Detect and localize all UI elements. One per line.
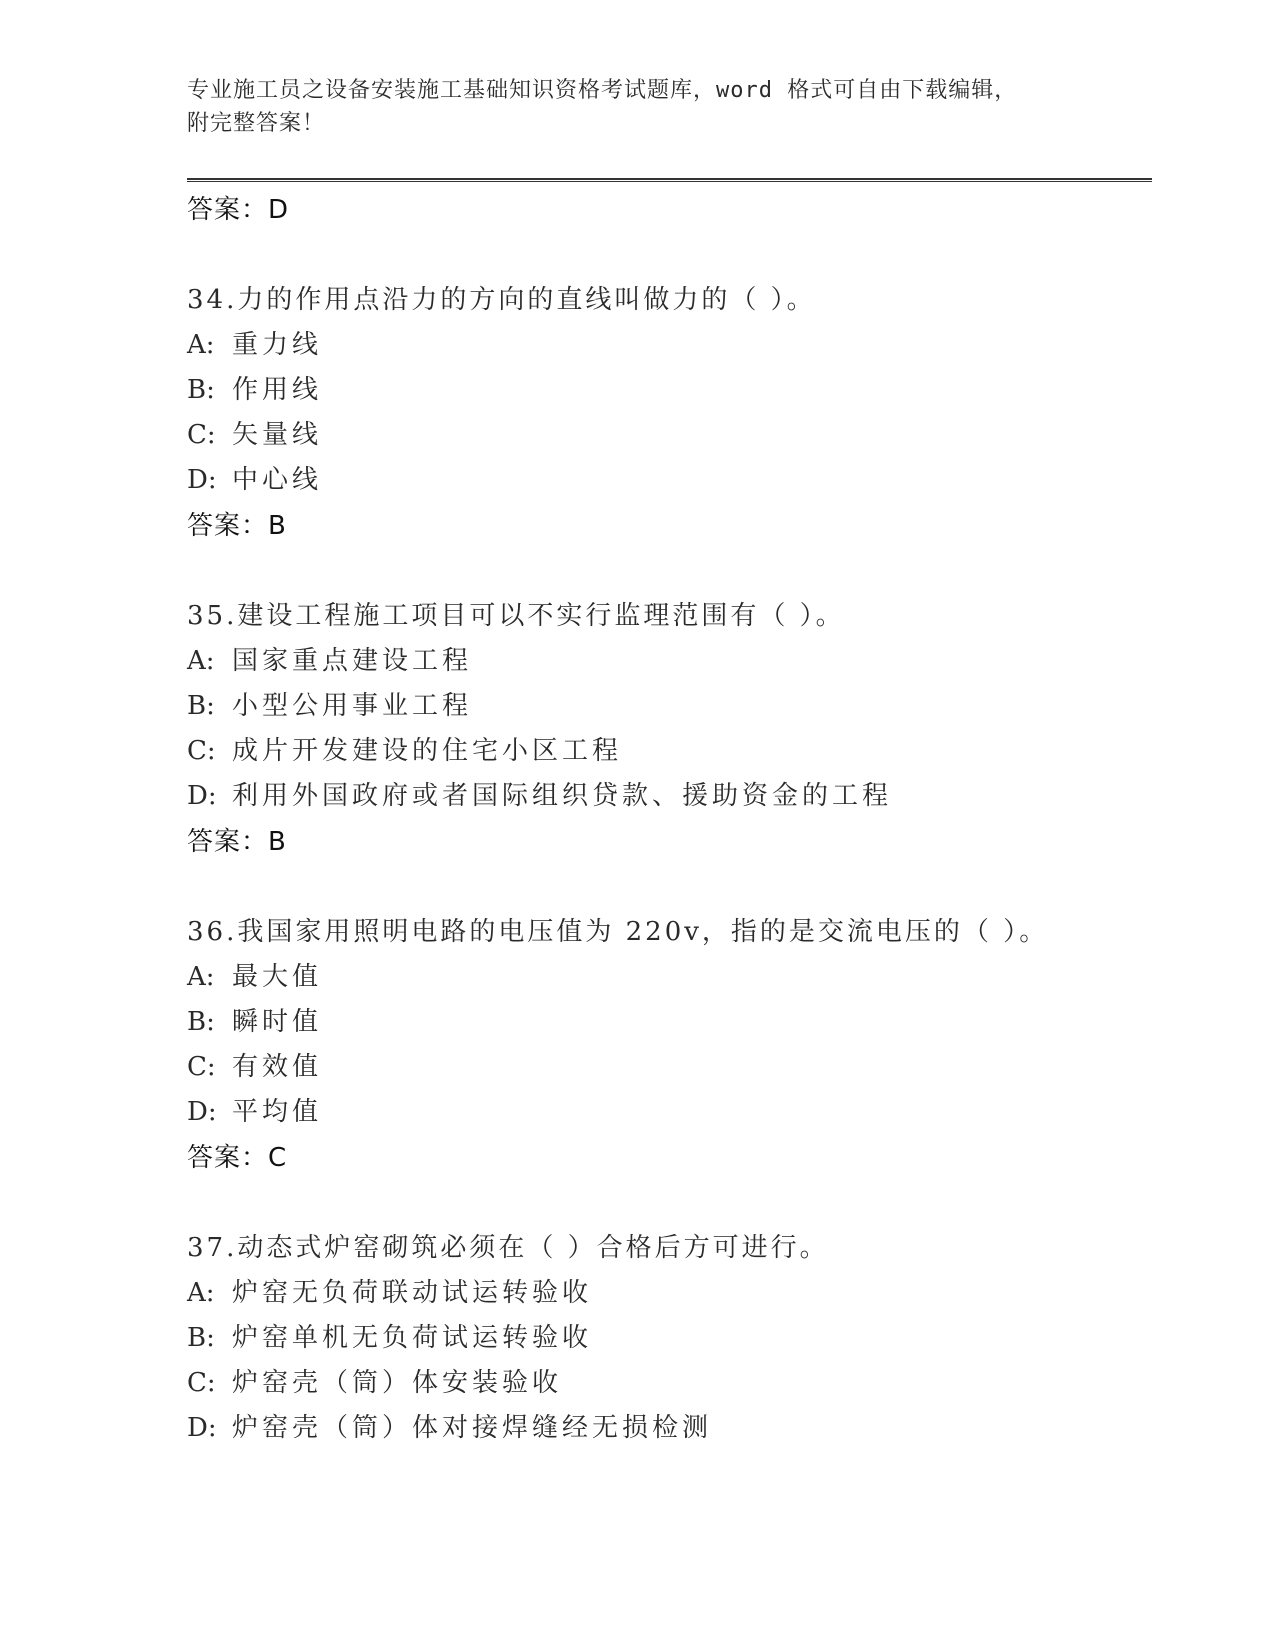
question-text: 35.建设工程施工项目可以不实行监理范围有（ ）。 xyxy=(187,601,845,631)
option-d xyxy=(187,1090,1152,1135)
option-text: 瞬时值 xyxy=(232,1007,323,1037)
option-letter: B: xyxy=(187,691,215,721)
header-line-2: 附完整答案！ xyxy=(187,111,326,136)
option-text: 重力线 xyxy=(232,330,323,360)
question-list xyxy=(187,187,1152,1451)
option-b xyxy=(187,368,1152,413)
question-block xyxy=(187,277,1152,549)
option-text: 小型公用事业工程 xyxy=(232,691,473,721)
option-text: 平均值 xyxy=(232,1097,323,1127)
question-block xyxy=(187,909,1152,1181)
answer-line: 答案：B xyxy=(187,827,287,857)
spacer xyxy=(187,865,1152,909)
option-text: 中心线 xyxy=(232,465,323,495)
answer-line: 答案：B xyxy=(187,511,287,541)
option-a xyxy=(187,1271,1152,1316)
spacer xyxy=(187,549,1152,593)
option-text: 矢量线 xyxy=(232,420,323,450)
option-a xyxy=(187,323,1152,368)
header-divider xyxy=(187,178,1152,182)
option-text: 炉窑壳（筒）体安装验收 xyxy=(232,1368,563,1398)
option-text: 炉窑壳（筒）体对接焊缝经无损检测 xyxy=(232,1413,713,1443)
option-letter: B: xyxy=(187,1007,215,1037)
option-letter: D: xyxy=(187,781,217,811)
option-a xyxy=(187,639,1152,684)
option-c xyxy=(187,729,1152,774)
option-letter: A: xyxy=(187,1278,215,1308)
option-b xyxy=(187,1316,1152,1361)
option-letter: B: xyxy=(187,375,215,405)
option-text: 有效值 xyxy=(232,1052,323,1082)
option-text: 利用外国政府或者国际组织贷款、援助资金的工程 xyxy=(232,781,893,811)
option-letter: D: xyxy=(187,1097,217,1127)
option-letter: A: xyxy=(187,330,215,360)
answer-line: 答案：C xyxy=(187,1143,288,1173)
option-letter: C: xyxy=(187,1052,216,1082)
option-letter: C: xyxy=(187,1368,216,1398)
option-letter: C: xyxy=(187,736,216,766)
option-text: 炉窑无负荷联动试运转验收 xyxy=(232,1278,593,1308)
option-letter: D: xyxy=(187,1413,217,1443)
option-text: 炉窑单机无负荷试运转验收 xyxy=(232,1323,593,1353)
option-letter: A: xyxy=(187,646,215,676)
question-text: 34.力的作用点沿力的方向的直线叫做力的（ ）。 xyxy=(187,285,816,315)
option-text: 最大值 xyxy=(232,962,323,992)
option-c xyxy=(187,413,1152,458)
option-d xyxy=(187,1406,1152,1451)
option-c xyxy=(187,1045,1152,1090)
option-text: 国家重点建设工程 xyxy=(232,646,473,676)
option-d xyxy=(187,458,1152,503)
spacer xyxy=(187,1181,1152,1225)
option-letter: C: xyxy=(187,420,216,450)
option-text: 成片开发建设的住宅小区工程 xyxy=(232,736,623,766)
spacer xyxy=(187,233,1152,277)
option-d xyxy=(187,774,1152,819)
option-b xyxy=(187,1000,1152,1045)
option-c xyxy=(187,1361,1152,1406)
answer-line: 答案：D xyxy=(187,195,290,225)
document-header xyxy=(187,74,1067,140)
question-text: 36.我国家用照明电路的电压值为 220v，指的是交流电压的（ ）。 xyxy=(187,917,1049,947)
question-block xyxy=(187,593,1152,865)
option-b xyxy=(187,684,1152,729)
option-letter: D: xyxy=(187,465,217,495)
question-text: 37.动态式炉窑砌筑必须在（ ）合格后方可进行。 xyxy=(187,1233,829,1263)
option-letter: A: xyxy=(187,962,215,992)
option-letter: B: xyxy=(187,1323,215,1353)
option-a xyxy=(187,955,1152,1000)
header-line-1: 专业施工员之设备安装施工基础知识资格考试题库，word 格式可自由下载编辑， xyxy=(187,78,1018,103)
option-text: 作用线 xyxy=(232,375,323,405)
question-block xyxy=(187,1225,1152,1451)
